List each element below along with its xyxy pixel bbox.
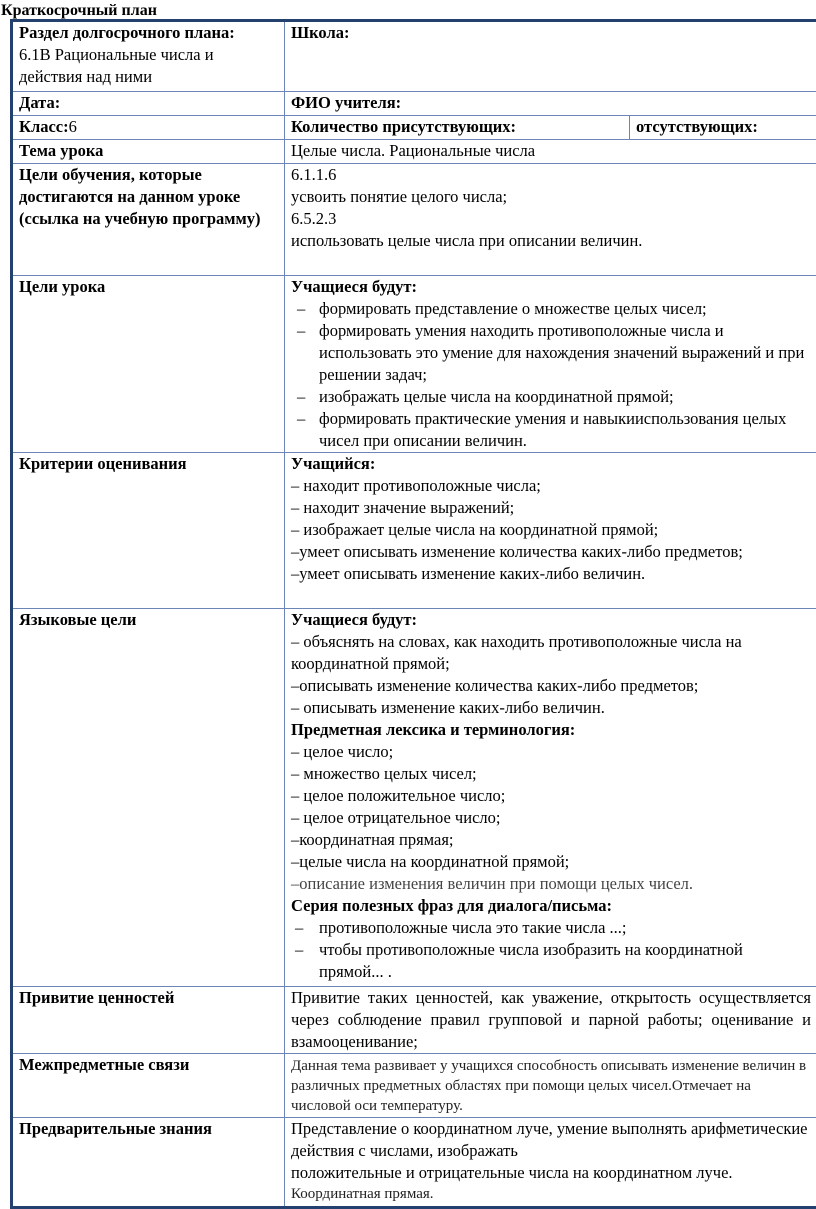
list-item: –координатная прямая; bbox=[291, 829, 811, 851]
values-label: Привитие ценностей bbox=[19, 987, 278, 1009]
section-label: Раздел долгосрочного плана: bbox=[19, 22, 278, 44]
cross-cell bbox=[12, 1054, 285, 1118]
row-lesson-goals bbox=[12, 276, 816, 453]
list-item: – формировать представление о множестве целых чисел; bbox=[291, 298, 811, 320]
prior-line-3: Координатная прямая. bbox=[291, 1184, 811, 1204]
list-item: – изображает целые числа на координатной прямой; bbox=[291, 519, 811, 541]
prior-cell bbox=[12, 1118, 285, 1208]
absent-cell bbox=[630, 116, 816, 140]
list-item: – целое отрицательное число; bbox=[291, 807, 811, 829]
row-prior bbox=[12, 1118, 816, 1208]
prior-line-2: положительные и отрицательные числа на координатном луче. bbox=[291, 1162, 811, 1184]
objective-text-1: усвоить понятие целого числа; bbox=[291, 186, 811, 208]
list-item: –целые числа на координатной прямой; bbox=[291, 851, 811, 873]
criteria-label: Критерии оценивания bbox=[19, 453, 278, 475]
language-heading: Учащиеся будут: bbox=[291, 609, 811, 631]
class-value: 6 bbox=[69, 117, 77, 136]
phrases-list bbox=[291, 917, 811, 983]
section-cell bbox=[12, 21, 285, 92]
row-cross bbox=[12, 1054, 816, 1118]
list-item: – множество целых чисел; bbox=[291, 763, 811, 785]
list-item: – чтобы противоположные числа изобразить на координатной прямой... . bbox=[291, 939, 811, 983]
row-criteria bbox=[12, 453, 816, 609]
values-cell bbox=[12, 987, 285, 1054]
present-label: Количество присутствующих: bbox=[291, 117, 516, 136]
lesson-goals-value-cell bbox=[285, 276, 816, 453]
objective-text-2: использовать целые числа при описании величин. bbox=[291, 230, 811, 252]
criteria-cell bbox=[12, 453, 285, 609]
lesson-goals-list bbox=[291, 298, 811, 452]
language-cell bbox=[12, 609, 285, 987]
prior-value-cell bbox=[285, 1118, 816, 1208]
prior-line-1: Представление о координатном луче, умение выполнять арифметические действия с числами, изображать bbox=[291, 1118, 811, 1162]
language-label: Языковые цели bbox=[19, 609, 278, 631]
cross-label: Межпредметные связи bbox=[19, 1054, 278, 1076]
list-item: – целое положительное число; bbox=[291, 785, 811, 807]
criteria-heading: Учащийся: bbox=[291, 453, 811, 475]
class-cell bbox=[12, 116, 285, 140]
list-item: –описание изменения величин при помощи целых чисел. bbox=[291, 873, 811, 895]
school-label: Школа: bbox=[291, 22, 811, 44]
date-cell bbox=[12, 92, 285, 116]
objectives-value-cell bbox=[285, 164, 816, 276]
list-item: – формировать умения находить противоположные числа и использовать это умение для нахождения значений выражений и при решении задач; bbox=[291, 320, 811, 386]
language-value-cell bbox=[285, 609, 816, 987]
list-item: – находит противоположные числа; bbox=[291, 475, 811, 497]
row-objectives bbox=[12, 164, 816, 276]
row-section bbox=[12, 21, 816, 92]
objectives-label: Цели обучения, которые достигаются на данном уроке (ссылка на учебную программу) bbox=[19, 164, 278, 230]
row-values bbox=[12, 987, 816, 1054]
objective-code-2: 6.5.2.3 bbox=[291, 208, 811, 230]
teacher-cell bbox=[285, 92, 816, 116]
topic-value: Целые числа. Рациональные числа bbox=[291, 141, 535, 160]
lesson-plan-table bbox=[10, 19, 816, 1209]
list-item: – противоположные числа это такие числа ...; bbox=[291, 917, 811, 939]
page-title: Краткосрочный план bbox=[1, 2, 157, 20]
topic-value-cell bbox=[285, 140, 816, 164]
teacher-label: ФИО учителя: bbox=[291, 93, 401, 112]
absent-label: отсутствующих: bbox=[636, 117, 758, 136]
list-item: –описывать изменение количества каких-либо предметов; bbox=[291, 675, 811, 697]
cross-text: Данная тема развивает у учащихся способность описывать изменение величин в различных предметных областях при помощи целых чисел.Отмечает на числовой оси температуру. bbox=[291, 1054, 811, 1116]
row-topic bbox=[12, 140, 816, 164]
section-value: 6.1В Рациональные числа и действия над ними bbox=[19, 44, 278, 88]
cross-value-cell bbox=[285, 1054, 816, 1118]
list-item: – находит значение выражений; bbox=[291, 497, 811, 519]
date-label: Дата: bbox=[19, 93, 60, 112]
list-item: –умеет описывать изменение каких-либо величин. bbox=[291, 563, 811, 585]
present-cell bbox=[285, 116, 630, 140]
list-item: – целое число; bbox=[291, 741, 811, 763]
lesson-goals-label: Цели урока bbox=[19, 276, 278, 298]
list-item: – формировать практические умения и навыкииспользования целых чисел при описании величин. bbox=[291, 408, 811, 452]
row-class bbox=[12, 116, 816, 140]
list-item: – изображать целые числа на координатной прямой; bbox=[291, 386, 811, 408]
school-cell bbox=[285, 21, 816, 92]
phrases-heading: Серия полезных фраз для диалога/письма: bbox=[291, 895, 811, 917]
row-language bbox=[12, 609, 816, 987]
list-item: – объяснять на словах, как находить противоположные числа на координатной прямой; bbox=[291, 631, 811, 675]
lesson-goals-cell bbox=[12, 276, 285, 453]
list-item: – описывать изменение каких-либо величин. bbox=[291, 697, 811, 719]
topic-label: Тема урока bbox=[19, 141, 103, 160]
list-item: –умеет описывать изменение количества каких-либо предметов; bbox=[291, 541, 811, 563]
row-date bbox=[12, 92, 816, 116]
topic-cell bbox=[12, 140, 285, 164]
values-text: Привитие таких ценностей, как уважение, открытость осуществляется через соблюдение правил групповой и парной работы; оценивание и взамооценивание; bbox=[291, 987, 811, 1053]
criteria-value-cell bbox=[285, 453, 816, 609]
prior-label: Предварительные знания bbox=[19, 1118, 278, 1140]
vocab-heading: Предметная лексика и терминология: bbox=[291, 719, 811, 741]
objective-code-1: 6.1.1.6 bbox=[291, 164, 811, 186]
class-label: Класс: bbox=[19, 117, 69, 136]
lesson-goals-heading: Учащиеся будут: bbox=[291, 276, 811, 298]
objectives-cell bbox=[12, 164, 285, 276]
values-value-cell bbox=[285, 987, 816, 1054]
